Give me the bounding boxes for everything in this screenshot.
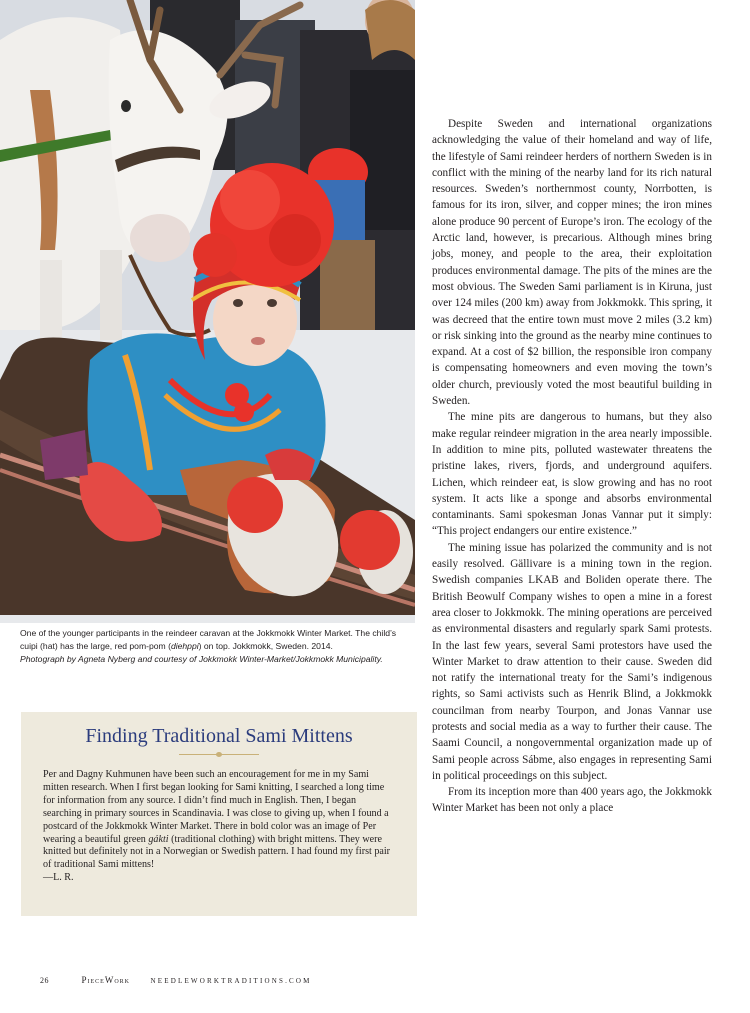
body-paragraph: From its inception more than 400 years ago, the Jokkmokk Winter Market has been not only a place (432, 786, 712, 815)
photo-caption (20, 627, 405, 667)
sidebar-term: gákti (148, 833, 169, 845)
body-paragraph: The mining issue has polarized the community and is not easily resolved. Gällivare is a mining town in the region. Swedish companies LKAB and Boliden operate there. The British Beowulf Company wishes to open a mine in a forest area closer to Jokkmokk. The mining operations are perceived as environmental disasters and regularly spark Sami protests. In the last few years, several Sami protestors have used the Winter Market to draw attention to their cause. Sweden did not ratify the international treaty for the Sami’s indigenous rights, so Sami activists such as Henrik Blind, a Jokkmokk councilman from nearby Tourpon, and Jonas Vannar use protests and social media as a way to further their cause. The Saami Council, a nongovernmental organization made up of Sami people across Sábme, also engages in representing Sami in political proceedings on this subject. (432, 541, 712, 782)
caption-term: diehppi (170, 641, 199, 652)
sidebar-text-2: (traditional clothing) with bright mittens. They were knitted but definitely not in a Norwegian or Swedish pattern. I had found my first pair of traditional Sami mittens! (43, 833, 391, 871)
sidebar-title: Finding Traditional Sami Mittens (85, 725, 353, 747)
reindeer-sled-photo (0, 0, 415, 623)
sidebar-text (43, 769, 395, 872)
photo-credit: Photograph by Agneta Nyberg and courtesy of Jokkmokk Winter-Market/Jokkmokk Municipality. (20, 654, 383, 665)
ornamental-divider (179, 754, 259, 755)
body-paragraph: Despite Sweden and international organizations acknowledging the value of their homeland and way of life, the lifestyle of Sami reindeer herders of northern Sweden is in conflict with the mining of the nearby land for its rich natural resources. Sweden’s northernmost county, Norrbotten, is famous for its iron, silver, and copper mines; the iron mines alone produce 90 percent of Europe’s iron. The ecology of the Arctic land, however, is precarious. Although mines bring jobs, money, and people to the area, their exploitation produces environmental damage. The pits of the mines are the most obvious. The Sweden Sami parliament is in Kiruna, just over 124 miles (200 km) away from Jokkmokk. This spring, it was decreed that the entire town must move 2 miles (3.2 km) or risk sinking into the ground as the nearby mine continues to expand. At a cost of $2 billion, the responsible iron company is compensating homeowners and even moving the town’s older church, previously voted the most beautiful building in Sweden. (432, 118, 712, 408)
caption-text-1: One of the younger participants in the reindeer caravan at the Jokkmokk Winter Market. The child’s cuipi (hat) has the large, red pom-pom ( (20, 628, 397, 652)
photo-illustration (0, 0, 415, 623)
article-body (432, 116, 712, 817)
sidebar-text-1: Per and Dagny Kuhmunen have been such an encouragement for me in my Sami mitten research. When I first began looking for Sami knitting, I searched a long time for information from any source. I didn’t find much in English. Then, I began searching in primary sources in Scandinavia. I was close to giving up, when I found a postcard of the Jokkmokk Winter Market. There in bold color was an image of Per wearing a beautiful green (43, 769, 389, 845)
publication-name: PieceWork (81, 975, 130, 985)
caption-text-2: ) on top. Jokkmokk, Sweden. 2014. (198, 641, 333, 652)
page-number: 26 (40, 976, 49, 985)
body-paragraph: The mine pits are dangerous to humans, but they also make regular reindeer migration in the area nearly impossible. In addition to mine pits, polluted wastewater threatens the pristine lakes, rivers, fjords, and underground aquifers. Lichen, which reindeer eat, is slow growing and has no root system. It acts like a sponge and absorbs environmental contaminants. Sami spokesman Jonas Vannar put it simply: “This project endangers our entire existence.” (432, 411, 712, 538)
sidebar-signature: —L. R. (43, 872, 74, 884)
page-footer (40, 975, 312, 985)
website-url[interactable]: NEEDLEWORKTRADITIONS.COM (150, 977, 312, 985)
sidebar-box (21, 712, 417, 916)
